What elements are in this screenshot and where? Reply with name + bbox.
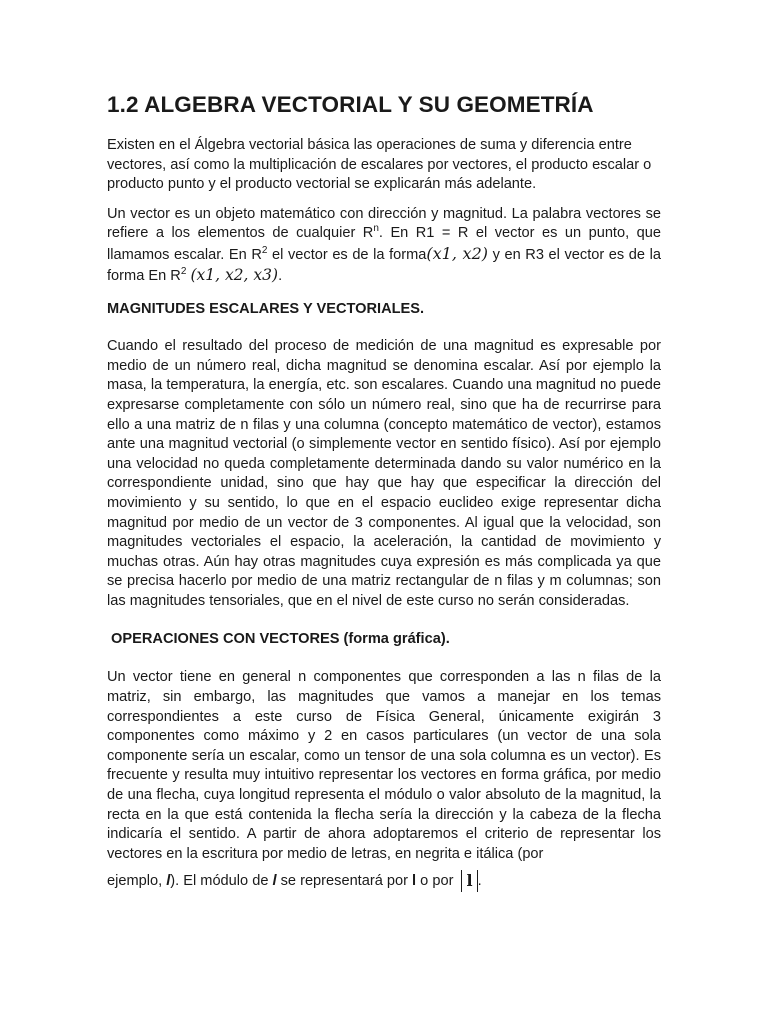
superscript-2: 2 (261, 245, 268, 257)
p2-text-a: Un vector es un objeto matemático con dirección y magnitud. La palabra vectores se refiere a los elementos de cualquier R (107, 205, 661, 242)
vector-l-italic: l (166, 873, 171, 890)
superscript-n: n (373, 223, 379, 235)
last-line-text-a: ejemplo, (107, 873, 167, 890)
p2-text-b: . En R1 = R el vector es un punto, que llamamos escalar. En R (107, 225, 661, 263)
last-line-text-c: se representará por (276, 873, 413, 890)
p2-text-c: el vector es de la forma (267, 246, 427, 263)
p2-end: . (278, 267, 283, 284)
vector-l-italic-2: l (272, 873, 277, 890)
vector-l-bold: l (412, 873, 417, 890)
heading-magnitudes: MAGNITUDES ESCALARES Y VECTORIALES. (107, 301, 425, 318)
math-x1-x2-x3: (x1, x2, x3) (190, 265, 279, 284)
magnitudes-paragraph: Cuando el resultado del proceso de medición de una magnitud es expresable por medio de un número real, dicha magnitud se denomina escalar. Así por ejemplo la masa, la temperatura, la energía, etc. son escalares. Cuando una magnitud no puede expresarse completamente con sólo un número real, sino que ha de recurrirse para ello a una matriz de n filas y una columna (concepto matemático de vector), estamos ante una magnitud vectorial (o simplemente vector en sentido físico). Así por ejemplo una velocidad no queda completamente determinada dando su valor numérico en la correspondiente unidad, sino que hay que hay que especificar la dirección del movimiento y su sentido, lo que en el espacio euclideo exige representar dicha magnitud por medio de un vector de 3 componentes. Al igual que la velocidad, son magnitudes vectoriales el espacio, la aceleración, la cantidad de movimiento y muchas otras. Aún hay otras magnitudes cuya expresión es más complicada ya que se precisa hacerlo por medio de una matriz rectangular de n filas y m columnas; son las magnitudes tensoriales, que en el nivel de este curso no serán consideradas. (107, 338, 661, 609)
vector-definition-paragraph (107, 205, 661, 286)
last-line-end: . (477, 873, 482, 890)
section-title: 1.2 ALGEBRA VECTORIAL Y SU GEOMETRÍA (107, 92, 594, 117)
norm-symbol: l (461, 870, 477, 892)
p2-text-d: y en R3 el vector es de la forma En R (107, 246, 661, 284)
math-x1-x2: (x1, x2) (426, 243, 488, 263)
operaciones-paragraph: Un vector tiene en general n componentes que corresponden a las n filas de la matriz, sin embargo, las magnitudes que vamos a manejar en los temas correspondientes a este curso de Física General, únicamente exigirán 3 componentes como máximo y 2 en casos particulares (un vector de una sola componente sería un escalar, como un tensor de una sola columna es un vector). Es frecuente y resulta muy intuitivo representar los vectores en forma gráfica, por medio de una flecha, cuya longitud representa el módulo o valor absoluto de la magnitud, la recta en la que está contenida la flecha sería la dirección y la cabeza de la flecha indicaría el sentido. A partir de ahora adoptaremos el criterio de representar los vectores en la escritura por medio de letras, en negrita e itálica (por (107, 669, 661, 862)
last-line-text-d: o por (416, 873, 458, 890)
superscript-2-b: 2 (180, 265, 187, 277)
last-line-text-b: ). El módulo de (170, 873, 273, 890)
document-page (107, 88, 661, 892)
heading-operaciones: OPERACIONES CON VECTORES (forma gráfica). (107, 631, 450, 648)
intro-paragraph: Existen en el Álgebra vectorial básica las operaciones de suma y diferencia entre vectores, así como la multiplicación de escalares por vectores, el producto escalar o producto punto y el producto vectorial se explicarán más adelante. (107, 137, 652, 193)
operaciones-last-line (107, 870, 661, 892)
